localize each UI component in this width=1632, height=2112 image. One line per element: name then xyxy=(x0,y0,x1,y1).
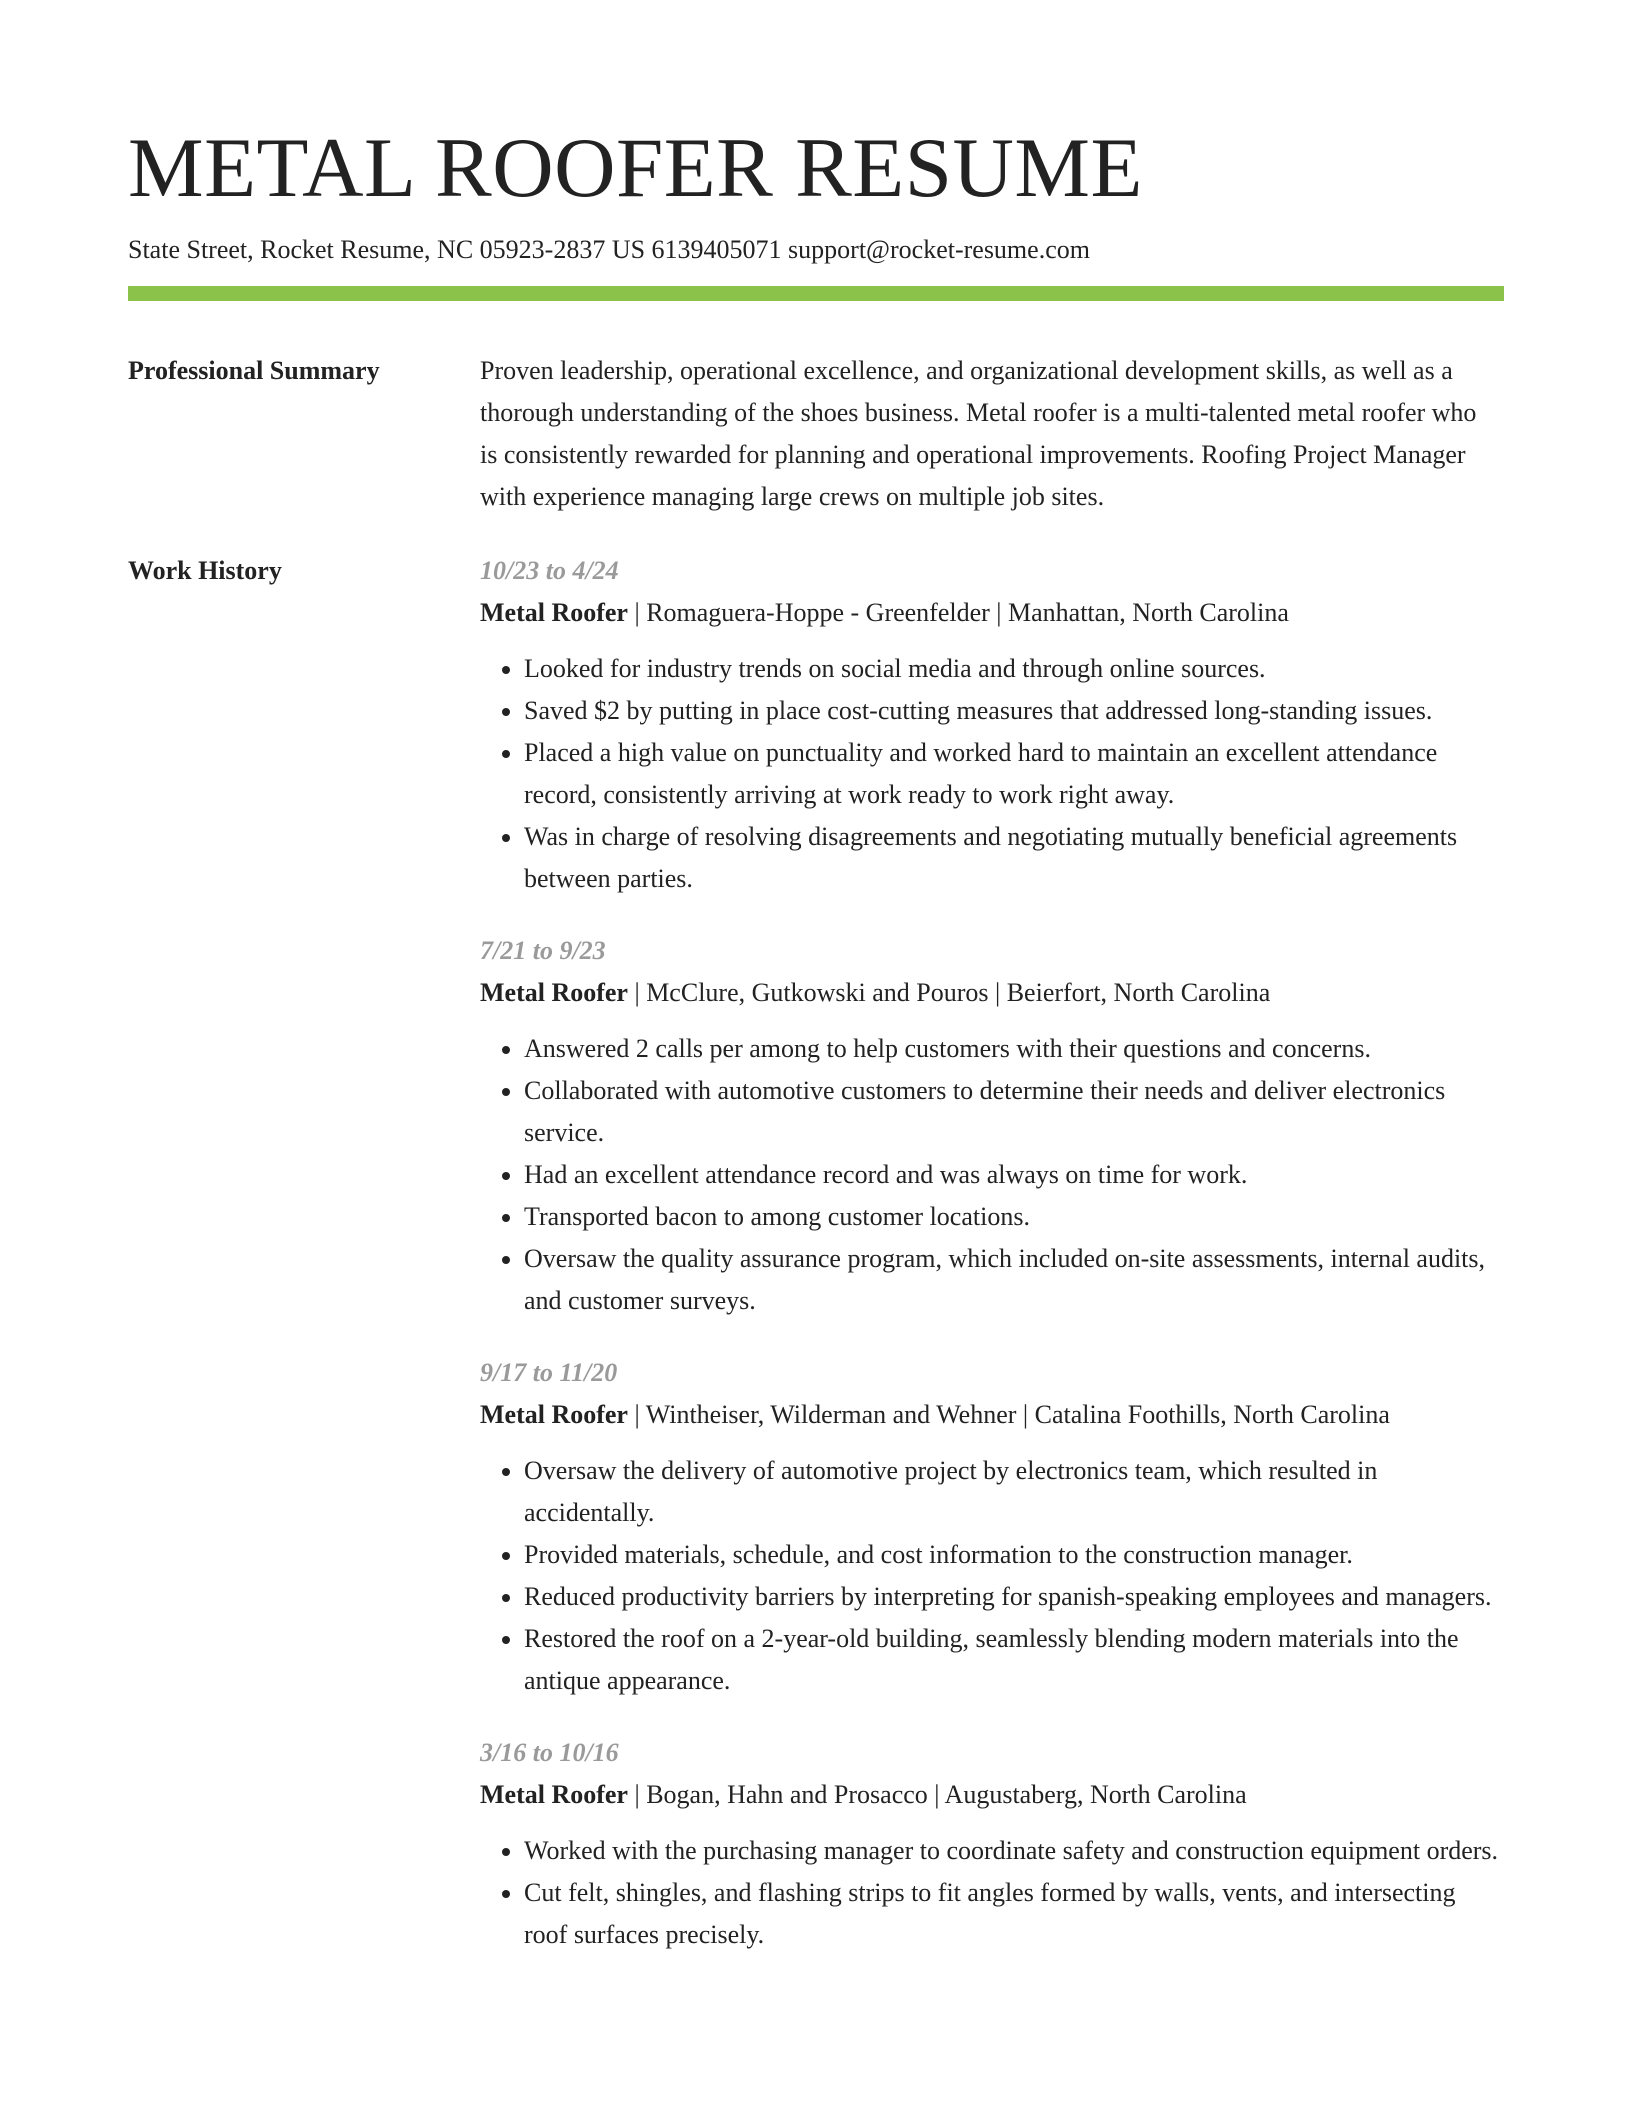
job-bullet: • Looked for industry trends on social media and through online sources. xyxy=(524,648,1500,690)
job-details: | Wintheiser, Wilderman and Wehner | Catalina Foothills, North Carolina xyxy=(627,1400,1390,1429)
job-heading xyxy=(480,1774,1500,1816)
accent-divider xyxy=(128,286,1504,301)
job-bullet: • Transported bacon to among customer locations. xyxy=(524,1196,1500,1238)
summary-body xyxy=(480,350,1500,518)
job-bullet: • Reduced productivity barriers by interpreting for spanish-speaking employees and managers. xyxy=(524,1576,1500,1618)
job-bullet: • Worked with the purchasing manager to coordinate safety and construction equipment orders. xyxy=(524,1830,1500,1872)
job-list xyxy=(480,550,1500,1986)
job-heading xyxy=(480,972,1500,1014)
job-bullet: • Saved $2 by putting in place cost-cutting measures that addressed long-standing issues. xyxy=(524,690,1500,732)
job-bullets xyxy=(480,648,1500,900)
job-heading xyxy=(480,592,1500,634)
job-bullet: • Placed a high value on punctuality and worked hard to maintain an excellent attendance record, consistently arriving at work ready to work right away. xyxy=(524,732,1500,816)
summary-text: Proven leadership, operational excellence, and organizational development skills, as well as a thorough understanding of the shoes business. Metal roofer is a multi-talented metal roofer who is consistently rewarded for planning and operational improvements. Roofing Project Manager with experience managing large crews on multiple job sites. xyxy=(480,356,1477,511)
job-entry xyxy=(480,1352,1500,1702)
job-bullets xyxy=(480,1028,1500,1322)
job-heading xyxy=(480,1394,1500,1436)
job-details: | Bogan, Hahn and Prosacco | Augustaberg, North Carolina xyxy=(627,1780,1247,1809)
job-bullets xyxy=(480,1830,1500,1956)
job-entry xyxy=(480,550,1500,900)
section-label-summary: Professional Summary xyxy=(128,356,380,385)
job-bullet: • Was in charge of resolving disagreements and negotiating mutually beneficial agreements between parties. xyxy=(524,816,1500,900)
resume-title: METAL ROOFER RESUME xyxy=(128,121,1143,215)
job-bullet: • Had an excellent attendance record and was always on time for work. xyxy=(524,1154,1500,1196)
section-label-work-history: Work History xyxy=(128,556,282,585)
job-title: Metal Roofer xyxy=(480,1400,628,1429)
job-entry xyxy=(480,930,1500,1322)
job-title: Metal Roofer xyxy=(480,598,628,627)
job-details: | McClure, Gutkowski and Pouros | Beierfort, North Carolina xyxy=(627,978,1271,1007)
job-bullet: • Oversaw the delivery of automotive project by electronics team, which resulted in accidentally. xyxy=(524,1450,1500,1534)
job-dates: 9/17 to 11/20 xyxy=(480,1358,618,1387)
job-title: Metal Roofer xyxy=(480,1780,628,1809)
job-details: | Romaguera-Hoppe - Greenfelder | Manhattan, North Carolina xyxy=(627,598,1289,627)
job-bullet: • Oversaw the quality assurance program, which included on-site assessments, internal audits, and customer surveys. xyxy=(524,1238,1500,1322)
job-bullet: • Provided materials, schedule, and cost information to the construction manager. xyxy=(524,1534,1500,1576)
job-title: Metal Roofer xyxy=(480,978,628,1007)
job-dates: 3/16 to 10/16 xyxy=(480,1738,619,1767)
job-bullets xyxy=(480,1450,1500,1702)
job-dates: 10/23 to 4/24 xyxy=(480,556,619,585)
job-bullet: • Collaborated with automotive customers to determine their needs and deliver electronics service. xyxy=(524,1070,1500,1154)
job-bullet: • Cut felt, shingles, and flashing strips to fit angles formed by walls, vents, and intersecting roof surfaces precisely. xyxy=(524,1872,1500,1956)
job-dates: 7/21 to 9/23 xyxy=(480,936,606,965)
job-entry xyxy=(480,1732,1500,1956)
job-bullet: • Restored the roof on a 2-year-old building, seamlessly blending modern materials into the antique appearance. xyxy=(524,1618,1500,1702)
contact-info: State Street, Rocket Resume, NC 05923-2837 US 6139405071 support@rocket-resume.com xyxy=(128,235,1090,264)
job-bullet: • Answered 2 calls per among to help customers with their questions and concerns. xyxy=(524,1028,1500,1070)
